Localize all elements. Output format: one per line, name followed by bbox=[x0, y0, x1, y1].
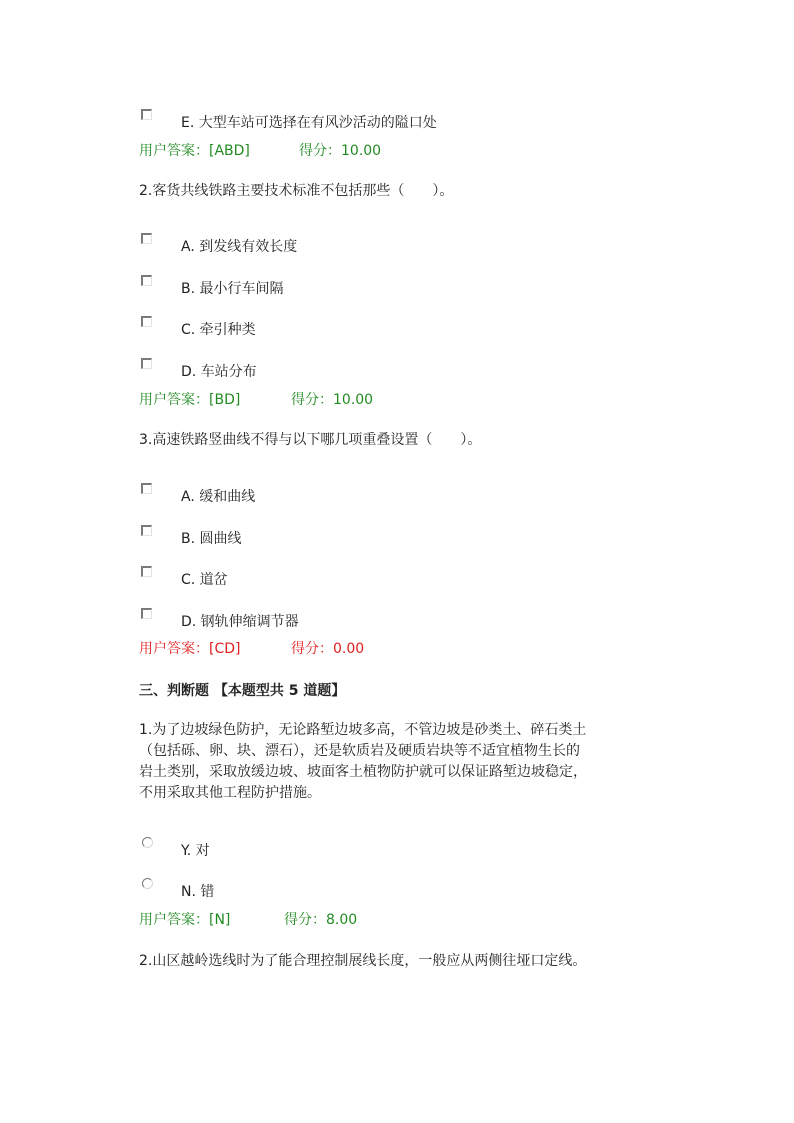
option-e-label: E. 大型车站可选择在有风沙活动的隘口处 bbox=[181, 115, 437, 131]
checkbox-b[interactable] bbox=[141, 525, 152, 536]
option-a-label: A. 到发线有效长度 bbox=[181, 239, 298, 255]
option-yes-label: Y. 对 bbox=[181, 843, 210, 859]
question-title: 3.高速铁路竖曲线不得与以下哪几项重叠设置（ ）。 bbox=[139, 432, 482, 448]
section-heading: 三、判断题 【本题型共 5 道题】 bbox=[139, 683, 346, 699]
option-d-label: D. 钢轨伸缩调节器 bbox=[181, 614, 299, 630]
option-b-label: B. 圆曲线 bbox=[181, 531, 242, 547]
score: 得分：0.00 bbox=[291, 641, 365, 657]
question-line: 岩土类别，采取放缓边坡、坡面客土植物防护就可以保证路堑边坡稳定， bbox=[139, 764, 587, 780]
checkbox-c[interactable] bbox=[141, 316, 152, 327]
question-text bbox=[139, 720, 659, 804]
option-c-label: C. 道岔 bbox=[181, 572, 228, 588]
option-no-label: N. 错 bbox=[181, 884, 215, 900]
user-answer: 用户答案：[N] bbox=[139, 912, 231, 928]
question-line: 1.为了边坡绿色防护，无论路堑边坡多高，不管边坡是砂类土、碎石类土 bbox=[139, 722, 587, 738]
score: 得分：8.00 bbox=[284, 912, 358, 928]
checkbox-a[interactable] bbox=[141, 233, 152, 244]
checkbox-d[interactable] bbox=[141, 608, 152, 619]
checkbox-a[interactable] bbox=[141, 483, 152, 494]
radio-yes[interactable] bbox=[142, 837, 153, 848]
question-title: 2.山区越岭选线时为了能合理控制展线长度，一般应从两侧往垭口定线。 bbox=[139, 953, 587, 969]
user-answer: 用户答案：[ABD] bbox=[139, 143, 250, 159]
radio-no[interactable] bbox=[142, 878, 153, 889]
checkbox-e[interactable] bbox=[141, 109, 152, 120]
question-line: （包括砾、卵、块、漂石），还是软质岩及硬质岩块等不适宜植物生长的 bbox=[139, 743, 580, 759]
score: 得分：10.00 bbox=[299, 143, 382, 159]
checkbox-d[interactable] bbox=[141, 358, 152, 369]
user-answer: 用户答案：[BD] bbox=[139, 392, 241, 408]
score: 得分：10.00 bbox=[291, 392, 374, 408]
user-answer: 用户答案：[CD] bbox=[139, 641, 241, 657]
question-line: 不用采取其他工程防护措施。 bbox=[139, 785, 321, 801]
question-title: 2.客货共线铁路主要技术标准不包括那些（ ）。 bbox=[139, 183, 454, 199]
checkbox-c[interactable] bbox=[141, 566, 152, 577]
option-c-label: C. 牵引种类 bbox=[181, 322, 256, 338]
option-b-label: B. 最小行车间隔 bbox=[181, 281, 284, 297]
checkbox-b[interactable] bbox=[141, 275, 152, 286]
option-d-label: D. 车站分布 bbox=[181, 364, 257, 380]
option-a-label: A. 缓和曲线 bbox=[181, 489, 256, 505]
